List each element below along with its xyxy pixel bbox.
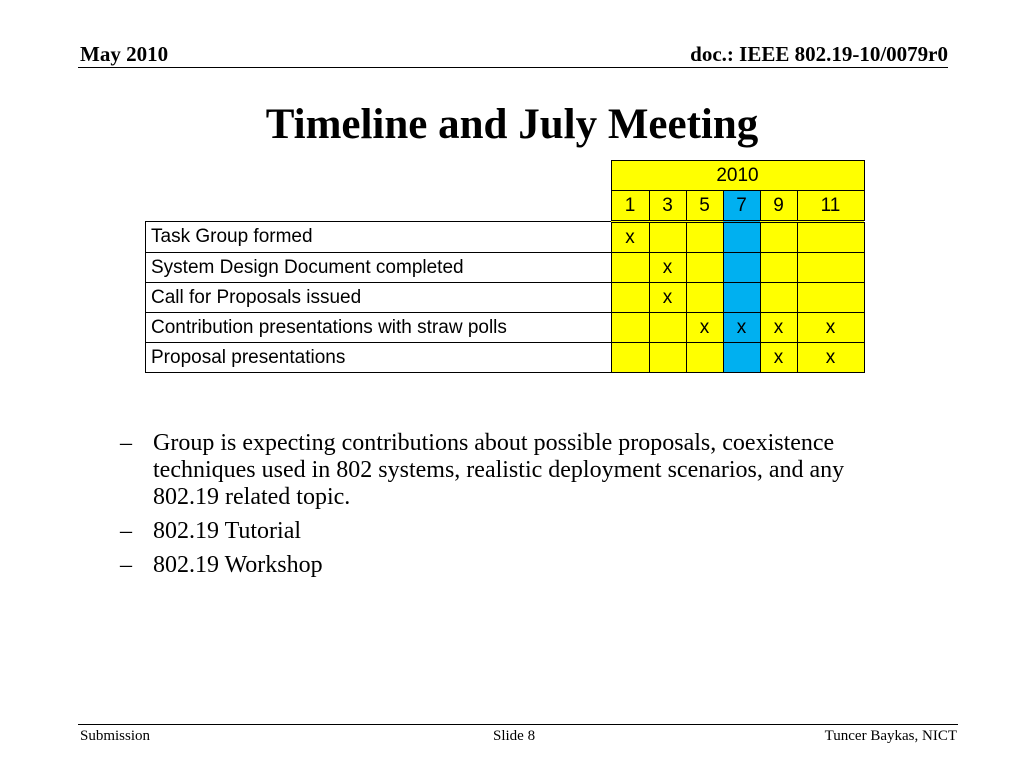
mark-cell: x [797,313,864,343]
mark-cell [797,222,864,253]
list-item [120,552,910,579]
milestone-label: Task Group formed [146,222,612,253]
mark-cell [649,222,686,253]
month-header-cell: 9 [760,191,797,222]
mark-cell [686,283,723,313]
mark-cell: x [760,343,797,373]
mark-cell [611,313,649,343]
mark-cell-highlight [723,343,760,373]
footer-divider [78,724,958,725]
mark-cell [797,283,864,313]
mark-cell [760,253,797,283]
timeline-table [145,160,865,373]
mark-cell-highlight [723,222,760,253]
bullet-dash: – [120,518,132,544]
mark-cell: x [611,222,649,253]
mark-cell: x [686,313,723,343]
slide-title: Timeline and July Meeting [265,101,759,148]
footer-submission: Submission [80,728,151,744]
month-header-cell: 3 [649,191,686,222]
bullet-dash: – [120,430,132,456]
milestone-label: Call for Proposals issued [146,283,612,313]
list-item [120,430,910,511]
table-row [146,313,865,343]
milestone-label: Proposal presentations [146,343,612,373]
year-header-cell: 2010 [611,161,864,191]
mark-cell [760,283,797,313]
mark-cell [611,283,649,313]
table-row [146,343,865,373]
month-header-cell: 5 [686,191,723,222]
mark-cell [686,343,723,373]
header-divider [78,67,948,68]
mark-cell [649,313,686,343]
list-item [120,518,910,545]
month-header-cell: 11 [797,191,864,222]
header-doc-id: doc.: IEEE 802.19-10/0079r0 [690,42,948,66]
mark-cell: x [797,343,864,373]
table-corner-blank [146,161,612,191]
table-row [146,253,865,283]
bullet-text: Group is expecting contributions about possible proposals, coexistence techniques used in 802 systems, realistic deployment scenarios, and any 802.19 related topic. [153,430,845,510]
bullet-text: 802.19 Workshop [153,552,323,578]
table-corner-blank [146,191,612,222]
bullet-list [120,430,910,586]
bullet-text: 802.19 Tutorial [153,518,302,544]
mark-cell [686,253,723,283]
table-header-year-row [146,161,865,191]
bullet-dash: – [120,552,132,578]
mark-cell [797,253,864,283]
table-row [146,222,865,253]
mark-cell: x [649,253,686,283]
mark-cell [611,253,649,283]
mark-cell: x [760,313,797,343]
mark-cell-highlight [723,253,760,283]
mark-cell [611,343,649,373]
mark-cell-highlight: x [723,313,760,343]
mark-cell [686,222,723,253]
mark-cell [649,343,686,373]
header-date: May 2010 [80,42,169,66]
table-header-month-row [146,191,865,222]
footer-author: Tuncer Baykas, NICT [824,728,957,744]
mark-cell [760,222,797,253]
month-header-cell: 1 [611,191,649,222]
mark-cell-highlight [723,283,760,313]
table-row [146,283,865,313]
milestone-label: Contribution presentations with straw polls [146,313,612,343]
mark-cell: x [649,283,686,313]
milestone-label: System Design Document completed [146,253,612,283]
month-header-cell-highlight: 7 [723,191,760,222]
footer-slide-number: Slide 8 [493,728,536,744]
